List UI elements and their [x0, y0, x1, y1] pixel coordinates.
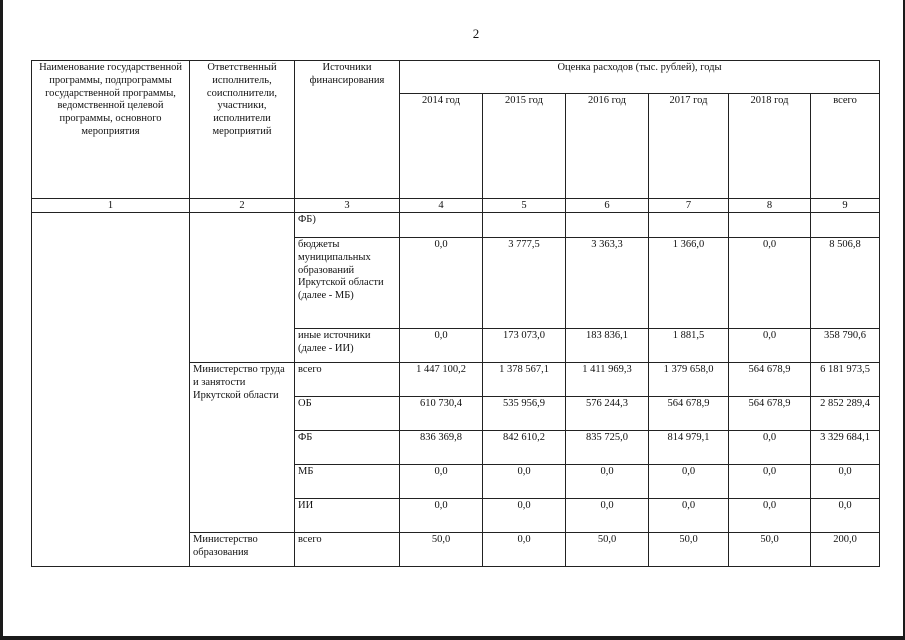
header-total: всего	[811, 94, 880, 199]
value-cell: 1 411 969,3	[566, 363, 649, 397]
column-number: 2	[190, 199, 295, 213]
value-cell: 200,0	[811, 533, 880, 567]
value-cell: 50,0	[400, 533, 483, 567]
column-number: 4	[400, 199, 483, 213]
value-cell: 0,0	[400, 465, 483, 499]
value-cell: 535 956,9	[483, 397, 566, 431]
executor-cell	[190, 213, 295, 363]
funding-source-cell: ФБ	[295, 431, 400, 465]
header-executor: Ответственный исполнитель, соисполнители, участники, исполнители мероприятий	[190, 61, 295, 199]
value-cell: 50,0	[566, 533, 649, 567]
value-cell	[400, 213, 483, 238]
value-cell: 0,0	[566, 499, 649, 533]
value-cell: 183 836,1	[566, 329, 649, 363]
column-number: 1	[32, 199, 190, 213]
value-cell: 173 073,0	[483, 329, 566, 363]
value-cell: 0,0	[483, 533, 566, 567]
value-cell: 50,0	[649, 533, 729, 567]
funding-source-cell: всего	[295, 533, 400, 567]
value-cell: 0,0	[729, 238, 811, 329]
funding-source-cell: ФБ)	[295, 213, 400, 238]
value-cell: 3 777,5	[483, 238, 566, 329]
value-cell: 0,0	[729, 431, 811, 465]
column-number-row	[32, 199, 880, 213]
header-year: 2016 год	[566, 94, 649, 199]
funding-source-cell: бюджеты муниципальных образований Иркутской области (далее - МБ)	[295, 238, 400, 329]
value-cell: 1 379 658,0	[649, 363, 729, 397]
scan-edge-bottom	[0, 636, 905, 640]
value-cell: 842 610,2	[483, 431, 566, 465]
column-number: 6	[566, 199, 649, 213]
column-number: 5	[483, 199, 566, 213]
executor-cell: Министерство труда и занятости Иркутской области	[190, 363, 295, 533]
value-cell	[483, 213, 566, 238]
funding-source-cell: МБ	[295, 465, 400, 499]
value-cell: 814 979,1	[649, 431, 729, 465]
value-cell: 0,0	[811, 465, 880, 499]
value-cell	[811, 213, 880, 238]
value-cell: 0,0	[729, 499, 811, 533]
value-cell: 836 369,8	[400, 431, 483, 465]
program-name-cell	[32, 213, 190, 567]
value-cell: 0,0	[400, 499, 483, 533]
value-cell: 1 881,5	[649, 329, 729, 363]
value-cell: 564 678,9	[729, 397, 811, 431]
scan-edge-left	[0, 0, 3, 640]
value-cell: 0,0	[649, 499, 729, 533]
value-cell: 1 378 567,1	[483, 363, 566, 397]
value-cell: 3 363,3	[566, 238, 649, 329]
header-program-name: Наименование государственной программы, подпрограммы государственной программы, ведомственной целевой программы, основного мероприятия	[32, 61, 190, 199]
table-row	[32, 213, 880, 238]
value-cell: 576 244,3	[566, 397, 649, 431]
funding-source-cell: ОБ	[295, 397, 400, 431]
header-year: 2015 год	[483, 94, 566, 199]
value-cell	[566, 213, 649, 238]
value-cell: 358 790,6	[811, 329, 880, 363]
value-cell: 1 447 100,2	[400, 363, 483, 397]
value-cell: 564 678,9	[729, 363, 811, 397]
value-cell: 6 181 973,5	[811, 363, 880, 397]
budget-table	[31, 60, 880, 567]
value-cell	[649, 213, 729, 238]
value-cell: 2 852 289,4	[811, 397, 880, 431]
header-funding-source: Источники финансирования	[295, 61, 400, 199]
header-row-top	[32, 61, 880, 94]
value-cell: 564 678,9	[649, 397, 729, 431]
value-cell: 0,0	[483, 499, 566, 533]
column-number: 8	[729, 199, 811, 213]
funding-source-cell: ИИ	[295, 499, 400, 533]
value-cell: 0,0	[649, 465, 729, 499]
header-year: 2018 год	[729, 94, 811, 199]
page-number: 2	[472, 26, 480, 41]
value-cell: 610 730,4	[400, 397, 483, 431]
column-number: 9	[811, 199, 880, 213]
column-number: 7	[649, 199, 729, 213]
value-cell: 1 366,0	[649, 238, 729, 329]
value-cell: 0,0	[483, 465, 566, 499]
value-cell: 0,0	[811, 499, 880, 533]
value-cell: 0,0	[566, 465, 649, 499]
value-cell: 8 506,8	[811, 238, 880, 329]
value-cell: 0,0	[729, 465, 811, 499]
executor-cell: Министерство образования	[190, 533, 295, 567]
value-cell: 3 329 684,1	[811, 431, 880, 465]
header-year: 2017 год	[649, 94, 729, 199]
value-cell: 0,0	[400, 329, 483, 363]
value-cell: 50,0	[729, 533, 811, 567]
header-expense-estimate: Оценка расходов (тыс. рублей), годы	[400, 61, 880, 94]
value-cell: 0,0	[729, 329, 811, 363]
value-cell: 835 725,0	[566, 431, 649, 465]
value-cell: 0,0	[400, 238, 483, 329]
value-cell	[729, 213, 811, 238]
header-year: 2014 год	[400, 94, 483, 199]
column-number: 3	[295, 199, 400, 213]
funding-source-cell: всего	[295, 363, 400, 397]
funding-source-cell: иные источники (далее - ИИ)	[295, 329, 400, 363]
